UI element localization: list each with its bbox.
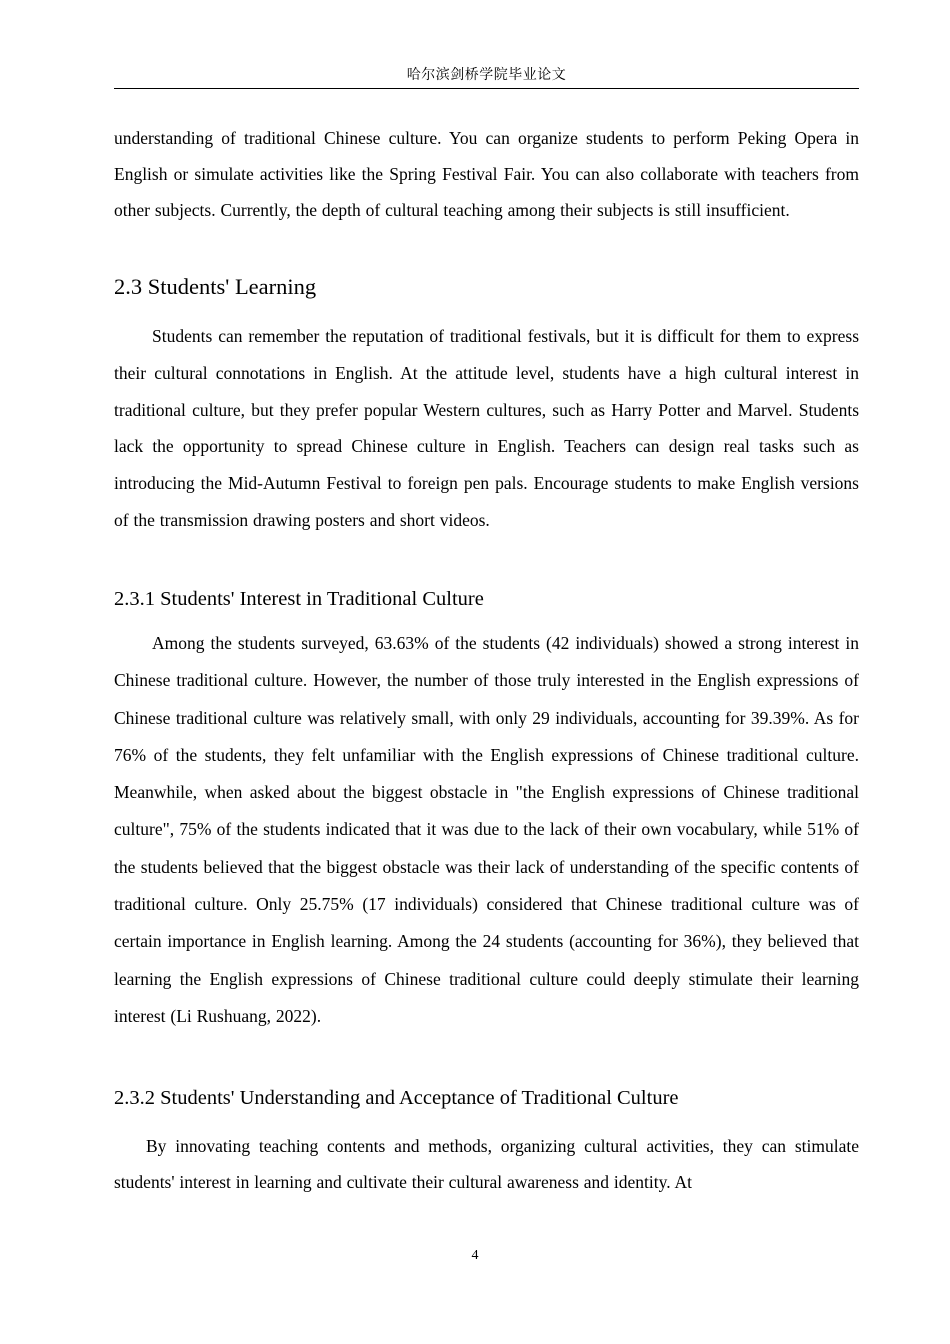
section-heading-2-3-1 xyxy=(114,585,859,613)
heading-students-understanding: 2.3.2 Students' Understanding and Acceptance of Traditional Culture xyxy=(114,1087,679,1109)
section-heading-2-3 xyxy=(114,272,859,302)
paragraph-students-learning xyxy=(114,318,859,539)
paragraph-students-understanding xyxy=(114,1128,859,1201)
page-header xyxy=(114,64,859,89)
paragraph: By innovating teaching contents and methods, organizing cultural activities, they can stimulate students' interest in learning and cultivate their cultural awareness and identity. At xyxy=(114,1136,859,1193)
heading-students-interest: 2.3.1 Students' Interest in Traditional Culture xyxy=(114,588,484,610)
paragraph-students-interest xyxy=(114,625,859,1035)
paragraph: Students can remember the reputation of traditional festivals, but it is difficult for them to express their cultural connotations in English. At the attitude level, students have a high cultural interest in traditional culture, but they prefer popular Western cultures, such as Harry Potter and Marvel. Students lack the opportunity to spread Chinese culture in English. Teachers can design real tasks such as introducing the Mid-Autumn Festival to foreign pen pals. Encourage students to make English versions of the transmission drawing posters and short videos. xyxy=(114,326,859,530)
heading-students-learning: 2.3 Students' Learning xyxy=(114,274,317,299)
paragraph-continuation xyxy=(114,120,859,228)
page-number: 4 xyxy=(471,1248,479,1263)
paragraph: Among the students surveyed, 63.63% of the students (42 individuals) showed a strong interest in Chinese traditional culture. However, the number of those truly interested in the English expressions of Chinese traditional culture was relatively small, with only 29 individuals, accounting for 39.39%. As for 76% of the students, they felt unfamiliar with the English expressions of Chinese traditional culture. Meanwhile, when asked about the biggest obstacle in "the English expressions of Chinese traditional culture", 75% of the students indicated that it was due to the lack of their own vocabulary, while 51% of the students believed that the biggest obstacle was their lack of understanding of the specific contents of traditional culture. Only 25.75% (17 individuals) considered that Chinese traditional culture was of certain importance in English learning. Among the 24 students (accounting for 36%), they believed that learning the English expressions of Chinese traditional culture could deeply stimulate their learning interest (Li Rushuang, 2022). xyxy=(114,633,859,1026)
header-title: 哈尔滨剑桥学院毕业论文 xyxy=(406,67,567,83)
paragraph: understanding of traditional Chinese culture. You can organize students to perform Peking Opera in English or simulate activities like the Spring Festival Fair. You can also collaborate with teachers from other subjects. Currently, the depth of cultural teaching among their subjects is still insufficient. xyxy=(114,128,859,220)
section-heading-2-3-2 xyxy=(114,1084,859,1112)
